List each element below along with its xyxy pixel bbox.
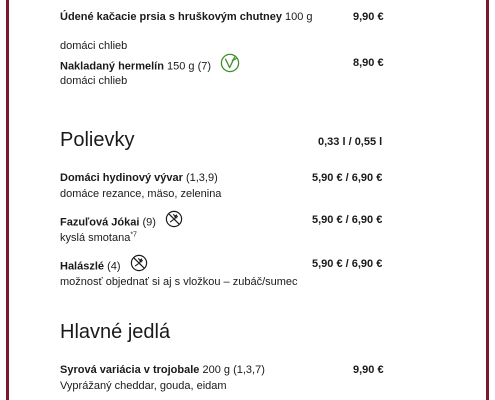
item-name: Údené kačacie prsia s hruškovým chutney: [60, 11, 282, 23]
page-border-left: [6, 0, 9, 400]
item-weight: 150 g: [167, 60, 195, 73]
item-description: domáci chlieb: [60, 75, 128, 87]
gluten-free-icon: [165, 210, 183, 235]
item-price: 5,90 € / 6,90 €: [312, 214, 383, 226]
item-description: [60, 230, 460, 246]
item-description: možnosť objednať si aj s vložkou – zubáč/sumec: [60, 276, 298, 288]
gluten-free-icon: [130, 254, 148, 279]
menu-item-halaszle: [60, 254, 460, 290]
item-name: Nakladaný hermelín: [60, 60, 164, 73]
soup-portion-sizes: 0,33 l / 0,55 l: [318, 136, 383, 148]
item-price: 5,90 € / 6,90 €: [312, 258, 383, 270]
menu-item-bean-jokai: [60, 210, 460, 246]
item-description-allergen-note: *7: [130, 231, 137, 239]
menu-item-duck-breast: [60, 9, 460, 54]
item-allergens: (1,3,9): [185, 172, 218, 184]
item-weight: 100 g: [285, 11, 313, 23]
item-price: 9,90 €: [353, 364, 384, 376]
item-name: Halászlé: [60, 260, 105, 273]
vegetarian-icon: [220, 53, 240, 80]
menu-item-chicken-broth: [60, 170, 460, 202]
item-name: Fazuľová Jókai: [60, 216, 140, 229]
section-title-soups: Polievky: [60, 129, 135, 151]
item-price: 5,90 € / 6,90 €: [312, 172, 383, 184]
item-name: Domáci hydinový vývar: [60, 172, 183, 184]
item-description-text: kyslá smotana: [60, 232, 131, 244]
item-price: 9,90 €: [353, 11, 384, 23]
item-allergens: (1,3,7): [233, 364, 265, 376]
item-weight: 200 g: [202, 364, 231, 376]
item-allergens: (9): [142, 216, 156, 229]
menu-item-hermelin: [60, 53, 460, 89]
item-allergens: (7): [197, 60, 212, 73]
item-allergens: (4): [107, 260, 121, 273]
item-description: Vyprážaný cheddar, gouda, eidam: [60, 380, 227, 392]
item-description: domáce rezance, mäso, zelenina: [60, 188, 222, 200]
item-description: domáci chlieb: [60, 40, 128, 52]
section-title-mains: Hlavné jedlá: [60, 321, 171, 343]
item-name: Syrová variácia v trojobale: [60, 364, 200, 376]
menu-item-cheese-variation: [60, 362, 460, 394]
page-border-right: [486, 0, 489, 400]
item-price: 8,90 €: [353, 57, 384, 69]
